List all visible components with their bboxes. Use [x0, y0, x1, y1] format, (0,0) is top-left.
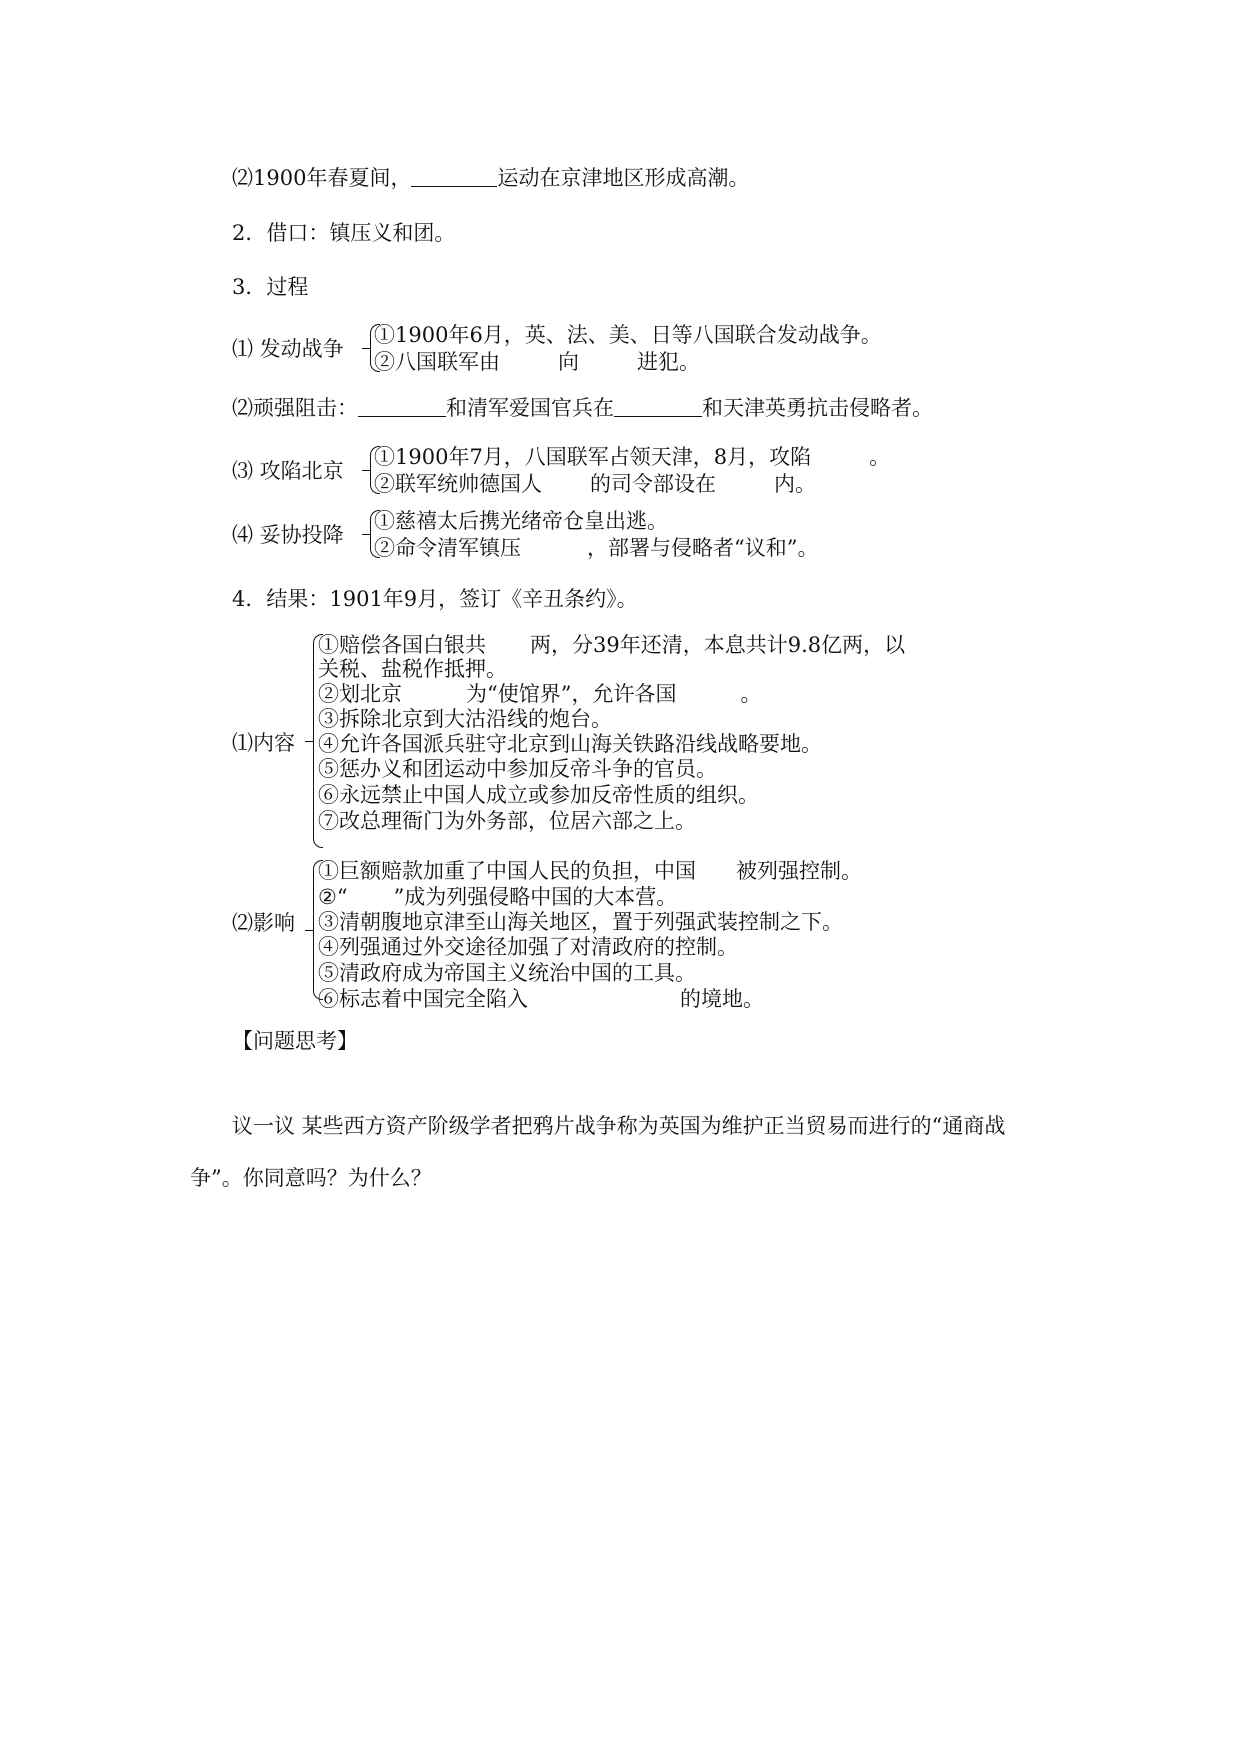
impact-item-6	[318, 986, 764, 1012]
content-item-1	[318, 632, 905, 658]
content-item-5: ⑤惩办义和团运动中参加反帝斗争的官员。	[318, 757, 717, 781]
content-item-2-c: 。	[740, 682, 762, 706]
intro-text-post: 运动在京津地区形成高潮。	[497, 166, 750, 190]
impact-item-4: ④列强通过外交途径加强了对清政府的控制。	[318, 935, 738, 959]
resist-b: 和清军爱国官兵在	[446, 396, 614, 420]
beijing-line-2	[374, 471, 816, 497]
answer-blank[interactable]	[614, 396, 702, 417]
result-line: 4．结果：1901年9月，签订《辛丑条约》。	[232, 587, 638, 611]
process-heading: 3．过程	[232, 275, 309, 299]
beijing-line-2-b: 的司令部设在	[590, 472, 716, 496]
impact-item-2-b: ”成为列强侵略中国的大本营。	[393, 885, 678, 909]
impact-item-6-a: ⑥标志着中国完全陷入	[318, 987, 528, 1011]
impact-label: ⑵影响	[232, 911, 295, 935]
impact-item-2-a: ②“	[318, 885, 348, 909]
war-line-2-a: ②八国联军由	[374, 350, 500, 374]
content-item-2-a: ②划北京	[318, 682, 402, 706]
impact-item-3: ③清朝腹地京津至山海关地区，置于列强武装控制之下。	[318, 910, 843, 934]
impact-item-5: ⑤清政府成为帝国主义统治中国的工具。	[318, 961, 696, 985]
impact-item-6-b: 的境地。	[680, 987, 764, 1011]
intro-line-2	[232, 165, 749, 191]
answer-blank[interactable]	[358, 396, 446, 417]
question-heading: 【问题思考】	[232, 1029, 358, 1053]
surrender-line-2-a: ②命令清军镇压	[374, 536, 521, 560]
content-item-1-cont: 关税、盐税作抵押。	[318, 657, 507, 681]
content-item-3: ③拆除北京到大沽沿线的炮台。	[318, 707, 612, 731]
surrender-label: ⑷ 妥协投降	[232, 523, 344, 547]
war-line-1: ①1900年6月，英、法、美、日等八国联合发动战争。	[374, 323, 882, 347]
content-item-2	[318, 681, 761, 707]
beijing-line-2-a: ②联军统帅德国人	[374, 472, 542, 496]
content-item-4: ④允许各国派兵驻守北京到山海关铁路沿线战略要地。	[318, 732, 822, 756]
beijing-line-2-c: 内。	[774, 472, 816, 496]
question-line-1: 议一议 某些西方资产阶级学者把鸦片战争称为英国为维护正当贸易而进行的“通商战	[232, 1114, 1006, 1138]
content-label: ⑴内容	[232, 731, 295, 755]
war-line-2-c: 进犯。	[637, 350, 700, 374]
intro-text-pre: ⑵1900年春夏间，	[232, 166, 412, 190]
war-line-2-b: 向	[558, 350, 579, 374]
war-line-2	[374, 349, 700, 375]
impact-item-1-a: ①巨额赔款加重了中国人民的负担，中国	[318, 859, 696, 883]
pretext-line: 2．借口：镇压义和团。	[232, 221, 456, 245]
content-item-7: ⑦改总理衙门为外务部，位居六部之上。	[318, 809, 696, 833]
resist-a: ⑵顽强阻击：	[232, 396, 358, 420]
impact-item-1-b: 被列强控制。	[736, 859, 862, 883]
content-item-1-b: 两，分39年还清，本息共计9.8亿两，以	[530, 633, 906, 657]
war-label: ⑴ 发动战争	[232, 337, 344, 361]
answer-blank[interactable]	[411, 166, 497, 187]
beijing-line-1-b: 。	[869, 445, 891, 469]
impact-item-1	[318, 858, 862, 884]
resist-line	[232, 395, 933, 421]
beijing-label: ⑶ 攻陷北京	[232, 459, 344, 483]
surrender-line-2	[374, 535, 818, 561]
resist-c: 和天津英勇抗击侵略者。	[702, 396, 933, 420]
beijing-line-1	[374, 444, 890, 470]
question-line-2: 争”。你同意吗？为什么？	[190, 1166, 432, 1190]
content-item-2-b: 为“使馆界”，允许各国	[466, 682, 677, 706]
content-item-6: ⑥永远禁止中国人成立或参加反帝性质的组织。	[318, 783, 759, 807]
surrender-line-1: ①慈禧太后携光绪帝仓皇出逃。	[374, 509, 668, 533]
content-item-1-a: ①赔偿各国白银共	[318, 633, 486, 657]
surrender-line-2-b: ，部署与侵略者“议和”。	[587, 536, 819, 560]
beijing-line-1-a: ①1900年7月，八国联军占领天津，8月，攻陷	[374, 445, 812, 469]
impact-item-2	[318, 884, 677, 910]
